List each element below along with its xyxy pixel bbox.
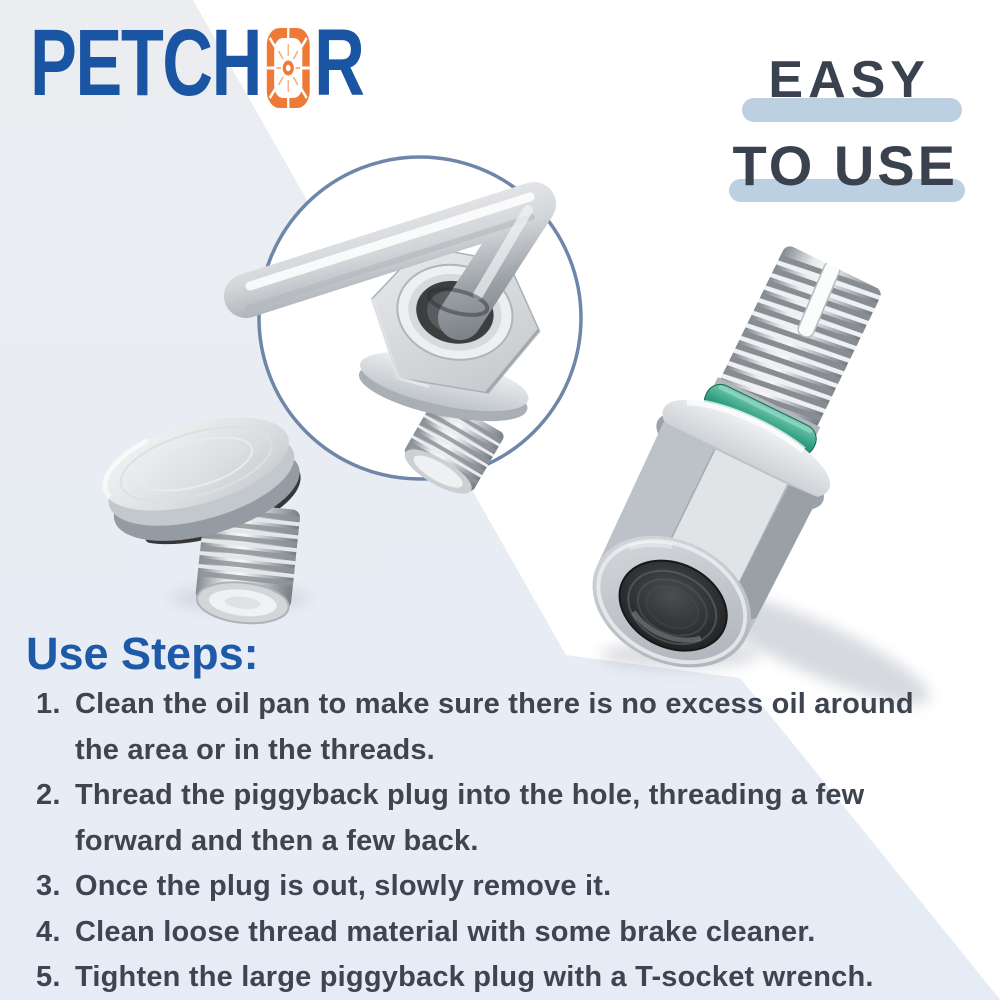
step-3-number: 3. xyxy=(36,870,61,903)
heading-text-to-use: TO USE xyxy=(732,134,958,197)
step-1-text: Clean the oil pan to make sure there is no excess oil around xyxy=(75,688,914,721)
step-4-number: 4. xyxy=(36,915,61,948)
step-2-line-2 xyxy=(36,819,992,865)
logo-text-prefix: PETCH xyxy=(30,10,261,116)
brand-logo xyxy=(30,10,364,116)
step-1-number: 1. xyxy=(36,688,61,721)
step-2-text-cont: forward and then a few back. xyxy=(75,824,479,857)
easy-to-use-heading xyxy=(732,51,958,197)
step-5-number: 5. xyxy=(36,961,61,994)
step-1-line-1 xyxy=(36,682,992,728)
step-3-text: Once the plug is out, slowly remove it. xyxy=(75,870,612,903)
logo-o-icon xyxy=(265,26,311,110)
step-1-text-cont: the area or in the threads. xyxy=(75,733,435,766)
heading-line-1 xyxy=(768,51,930,109)
large-plug-image xyxy=(562,223,919,697)
use-steps-title: Use Steps: xyxy=(26,628,259,679)
step-3-line-1 xyxy=(36,864,992,910)
step-2-line-1 xyxy=(36,773,992,819)
step-2-text: Thread the piggyback plug into the hole, threading a few xyxy=(75,779,865,812)
step-2-number: 2. xyxy=(36,779,61,812)
heading-text-easy: EASY xyxy=(768,51,930,109)
logo-text-suffix: R xyxy=(314,10,364,116)
step-5-line-1 xyxy=(36,955,992,1001)
step-5-text: Tighten the large piggyback plug with a T-socket wrench. xyxy=(75,961,874,994)
step-4-line-1 xyxy=(36,910,992,956)
step-4-text: Clean loose thread material with some brake cleaner. xyxy=(75,915,816,948)
step-1-line-2 xyxy=(36,728,992,774)
use-steps-list xyxy=(36,682,992,1001)
heading-line-2 xyxy=(732,134,958,197)
